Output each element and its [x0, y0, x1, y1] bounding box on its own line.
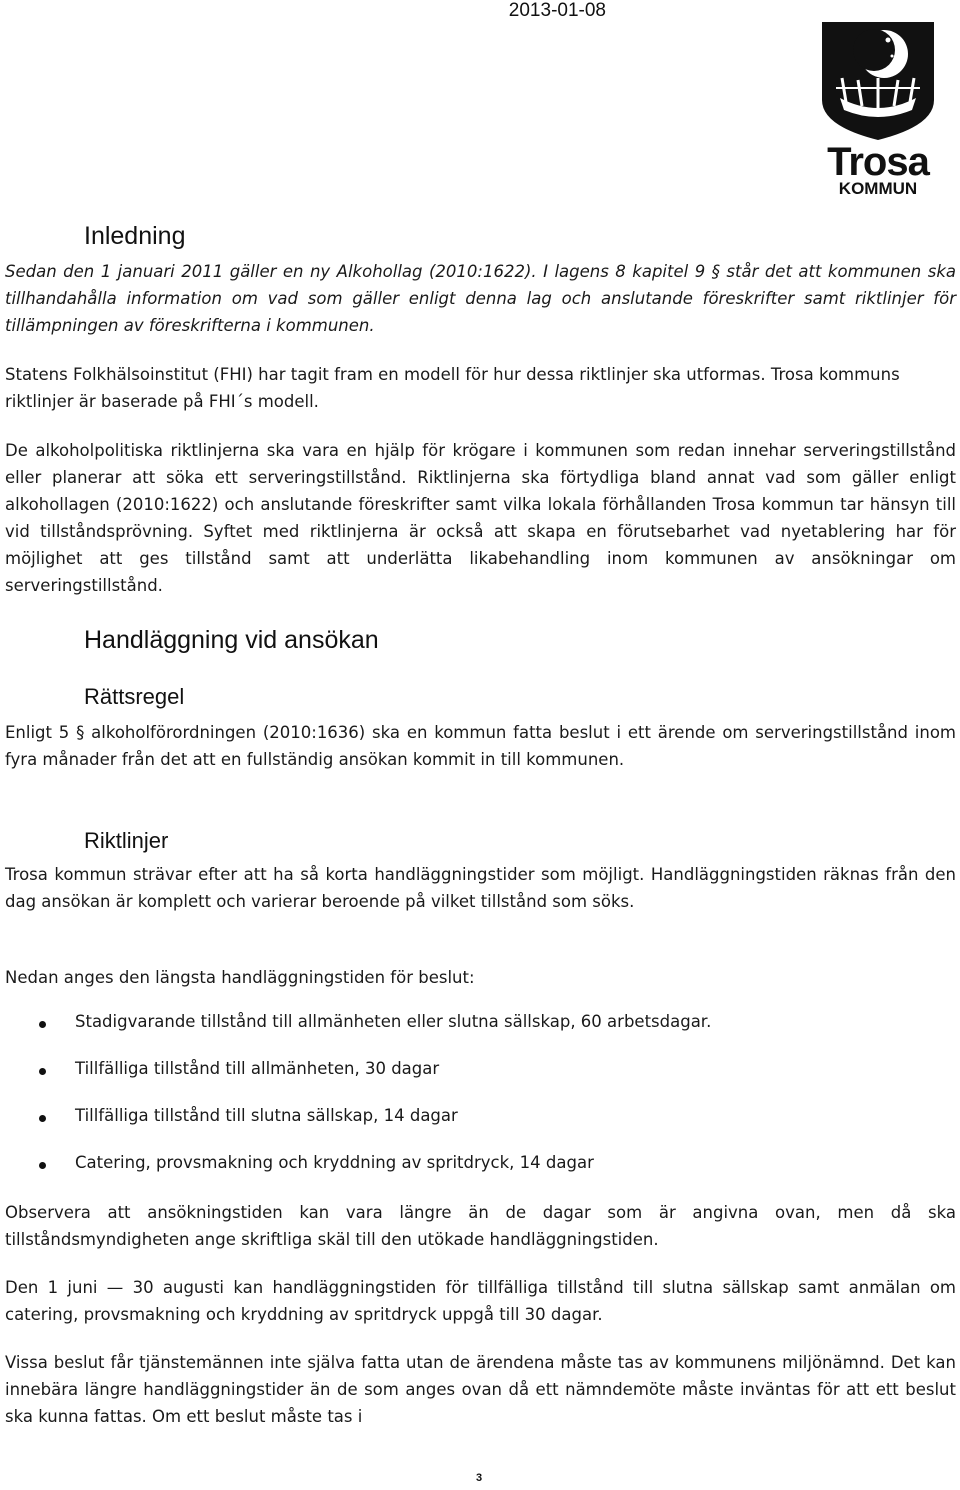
bullet-icon [39, 1021, 46, 1028]
trosa-kommun-logo [818, 18, 938, 197]
page-number: 3 [476, 1472, 483, 1484]
list-item-text: Tillfälliga tillstånd till allmänheten, 30 dagar [75, 1059, 440, 1078]
paragraph-observera: Observera att ansökningstiden kan vara längre än de dagar som är angivna ovan, men då ska tillståndsmyndigheten ange skriftliga skäl till den utökade handläggningstiden. [5, 1203, 956, 1249]
heading-riktlinjer: Riktlinjer [84, 828, 169, 853]
logo-wordmark-kommun: KOMMUN [838, 179, 918, 198]
bullet-icon [39, 1115, 46, 1122]
heading-inledning: Inledning [84, 222, 186, 250]
coat-of-arms-icon [818, 18, 938, 142]
list-item-text: Stadigvarande tillstånd till allmänheten eller slutna sällskap, 60 arbetsdagar. [75, 1012, 712, 1031]
paragraph-rattsregel: Enligt 5 § alkoholförordningen (2010:1636) ska en kommun fatta beslut i ett ärende om serveringstillstånd inom fyra månader från det att en fullständig ansökan kommit in till kommunen. [5, 723, 956, 769]
document-date: 2013-01-08 [508, 0, 606, 21]
list-item-text: Catering, provsmakning och kryddning av spritdryck, 14 dagar [75, 1153, 594, 1172]
paragraph-handlaggningstider: Trosa kommun strävar efter att ha så korta handläggningstider som möjligt. Handläggningstiden räknas från den dag ansökan är komplett och varierar beroende på vilket tillstånd som söks. [5, 865, 956, 911]
heading-rattsregel: Rättsregel [84, 684, 185, 709]
bullet-icon [39, 1162, 46, 1169]
heading-handlaggning: Handläggning vid ansökan [84, 626, 379, 654]
list-item-text: Tillfälliga tillstånd till slutna sällskap, 14 dagar [75, 1106, 458, 1125]
paragraph-intro: Sedan den 1 januari 2011 gäller en ny Alkohollag (2010:1622). I lagens 8 kapitel 9 § står det att kommunen ska tillhandahålla information om vad som gäller enligt denna lag och anslutande föreskrifter samt riktlinjer för tillämpningen av föreskrifterna i kommunen. [5, 262, 956, 335]
paragraph-langsta-tid: Nedan anges den längsta handläggningstiden för beslut: [5, 968, 475, 987]
paragraph-miljonamnd: Vissa beslut får tjänstemännen inte själva fatta utan de ärendena måste tas av kommunens miljönämnd. Det kan innebära längre handläggningstider än de som anges ovan då ett nämndemöte måste inväntas för att ett beslut ska kunna fattas. Om ett beslut måste tas i [5, 1353, 956, 1426]
bullet-icon [39, 1068, 46, 1075]
logo-wordmark-trosa: Trosa [827, 140, 929, 184]
paragraph-sommartid: Den 1 juni — 30 augusti kan handläggningstiden för tillfälliga tillstånd till slutna sällskap samt anmälan om catering, provsmakning och kryddning av spritdryck uppgå till 30 dagar. [5, 1278, 956, 1324]
paragraph-fhi: Statens Folkhälsoinstitut (FHI) har tagit fram en modell för hur dessa riktlinjer ska utformas. Trosa kommuns riktlinjer är baserade på FHI´s modell. [5, 365, 900, 411]
paragraph-riktlinjer-syfte: De alkoholpolitiska riktlinjerna ska vara en hjälp för krögare i kommunen som redan innehar serveringstillstånd eller planerar att söka ett serveringstillstånd. Riktlinjerna ska förtydliga bland annat vad som gäller enligt alkohollagen (2010:1622) och anslutande föreskrifter samt vilka lokala förhållanden Trosa kommun tar hänsyn till vid tillståndsprövning. Syftet med riktlinjerna är också att skapa en förutsebarhet vad nyetablering har för möjlighet att ges tillstånd samt att underlätta likabehandling inom kommunen av ansökningar om serveringstillstånd. [5, 441, 956, 595]
